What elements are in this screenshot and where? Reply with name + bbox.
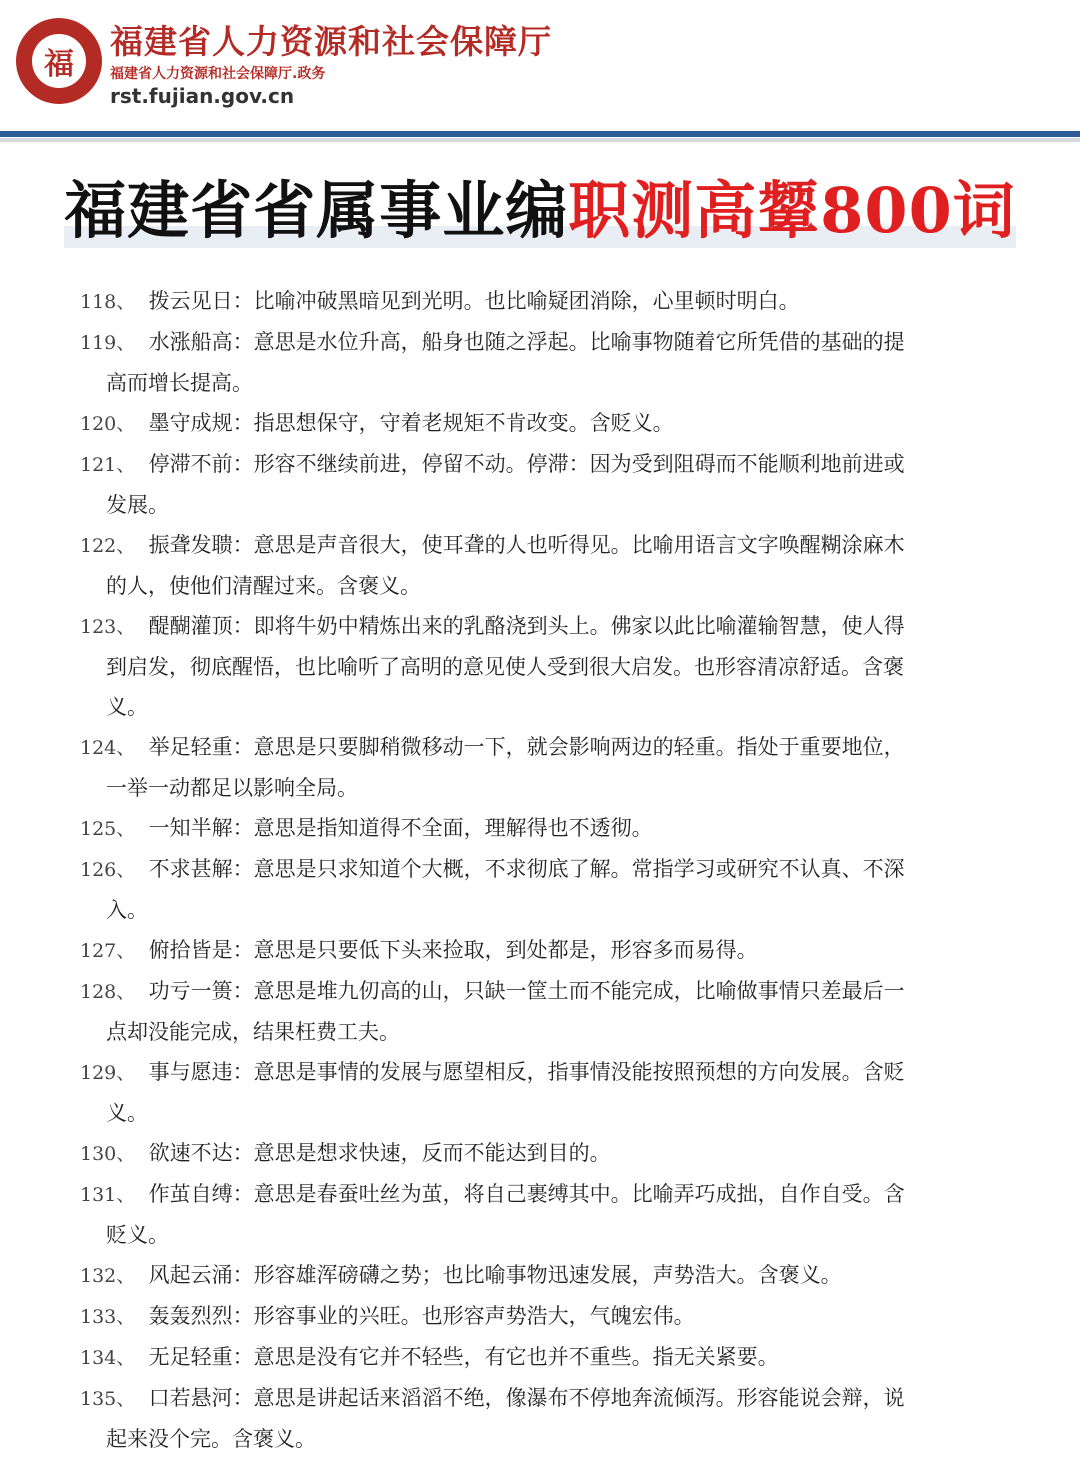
entry-text: 事与愿违：意思是事情的发展与愿望相反，指事情没能按照预想的方向发展。含贬 (148, 1060, 905, 1084)
entry-continuation: 点却没能完成，结果枉费工夫。 (106, 1020, 400, 1044)
entry-first-line (80, 281, 1000, 322)
list-item (80, 930, 1000, 971)
entry-continuation: 义。 (106, 1101, 148, 1125)
entry-text: 墨守成规：指思想保守，守着老规矩不肯改变。含贬义。 (148, 411, 674, 435)
header-divider-blue (0, 131, 1080, 137)
entry-continuation: 入。 (106, 898, 148, 922)
entry-continuation: 发展。 (106, 493, 169, 517)
entry-number: 123、 (80, 616, 136, 638)
entry-first-line (80, 403, 1000, 444)
list-item (80, 444, 1000, 525)
entry-text: 风起云涌：形容雄浑磅礴之势；也比喻事物迅速发展，声势浩大。含褒义。 (148, 1263, 842, 1287)
list-item (80, 1052, 1000, 1133)
page-title-red: 职测高颦800词 (568, 173, 1016, 247)
entry-text: 不求甚解：意思是只求知道个大概，不求彻底了解。常指学习或研究不认真、不深 (148, 857, 905, 881)
entry-first-line (80, 1296, 1000, 1337)
entry-continuation: 的人，使他们清醒过来。含褒义。 (106, 574, 421, 598)
org-subtitle: 福建省人力资源和社会保障厅.政务 (110, 66, 326, 82)
emblem-glyph: 福 (44, 47, 74, 82)
list-item (80, 403, 1000, 444)
page-title-black: 福建省省属事业编 (64, 173, 569, 247)
list-item (80, 525, 1000, 606)
entry-first-line (80, 322, 1000, 363)
list-item (80, 322, 1000, 403)
entry-continuation: 高而增长提高。 (106, 371, 253, 395)
list-item (80, 1255, 1000, 1296)
page-title (64, 161, 1015, 250)
entry-number: 127、 (80, 940, 136, 962)
org-name: 福建省人力资源和社会保障厅 (110, 22, 552, 61)
entry-first-line (80, 971, 1000, 1012)
entry-text: 停滞不前：形容不继续前进，停留不动。停滞：因为受到阻碍而不能顺利地前进或 (148, 452, 905, 476)
entry-first-line (80, 1174, 1000, 1215)
entry-text: 无足轻重：意思是没有它并不轻些，有它也并不重些。指无关紧要。 (148, 1345, 779, 1369)
entry-text: 振聋发聩：意思是声音很大，使耳聋的人也听得见。比喻用语言文字唤醒糊涂麻木 (148, 533, 905, 557)
entry-first-line (80, 1133, 1000, 1174)
list-item (80, 1378, 1000, 1459)
entry-number: 134、 (80, 1347, 136, 1369)
title-banner (0, 150, 1080, 260)
entry-first-line (80, 1052, 1000, 1093)
entry-number: 130、 (80, 1143, 136, 1165)
list-item (80, 281, 1000, 322)
entry-first-line (80, 1337, 1000, 1378)
entry-first-line (80, 444, 1000, 485)
entry-number: 120、 (80, 413, 136, 435)
entry-number: 126、 (80, 859, 136, 881)
entry-number: 118、 (80, 291, 136, 313)
entry-text: 醍醐灌顶：即将牛奶中精炼出来的乳酪浇到头上。佛家以此比喻灌输智慧，使人得 (148, 614, 905, 638)
entry-number: 129、 (80, 1062, 136, 1084)
entry-text: 功亏一篑：意思是堆九仞高的山，只缺一筐土而不能完成，比喻做事情只差最后一 (148, 979, 905, 1003)
entry-number: 128、 (80, 981, 136, 1003)
header (0, 0, 1080, 130)
list-item (80, 849, 1000, 930)
entry-number: 132、 (80, 1265, 136, 1287)
emblem-inner (32, 34, 86, 88)
entry-text: 举足轻重：意思是只要脚稍微移动一下，就会影响两边的轻重。指处于重要地位， (148, 735, 905, 759)
entry-first-line (80, 606, 1000, 647)
entry-text: 水涨船高：意思是水位升高，船身也随之浮起。比喻事物随着它所凭借的基础的提 (148, 330, 905, 354)
emblem-logo-icon (16, 18, 102, 104)
entry-continuation: 到启发，彻底醒悟，也比喻听了高明的意见使人受到很大启发。也形容清凉舒适。含褒 (106, 655, 904, 679)
entry-number: 124、 (80, 737, 136, 759)
list-item (80, 808, 1000, 849)
entry-text: 口若悬河：意思是讲起话来滔滔不绝，像瀑布不停地奔流倾泻。形容能说会辩，说 (148, 1386, 905, 1410)
list-item (80, 1296, 1000, 1337)
entry-first-line (80, 727, 1000, 768)
entry-text: 拨云见日：比喻冲破黑暗见到光明。也比喻疑团消除，心里顿时明白。 (148, 289, 800, 313)
entry-continuation: 贬义。 (106, 1223, 169, 1247)
entry-text: 作茧自缚：意思是春蚕吐丝为茧，将自己裹缚其中。比喻弄巧成拙，自作自受。含 (148, 1182, 905, 1206)
entry-text: 一知半解：意思是指知道得不全面，理解得也不透彻。 (148, 816, 653, 840)
entry-first-line (80, 1378, 1000, 1419)
entry-continuation: 起来没个完。含褒义。 (106, 1427, 316, 1451)
entry-first-line (80, 1255, 1000, 1296)
entry-number: 133、 (80, 1306, 136, 1328)
list-item (80, 971, 1000, 1052)
entry-number: 122、 (80, 535, 136, 557)
entry-text: 欲速不达：意思是想求快速，反而不能达到目的。 (148, 1141, 611, 1165)
entry-number: 119、 (80, 332, 136, 354)
entry-number: 121、 (80, 454, 136, 476)
org-url[interactable]: rst.fujian.gov.cn (110, 84, 295, 108)
entry-text: 轰轰烈烈：形容事业的兴旺。也形容声势浩大，气魄宏伟。 (148, 1304, 695, 1328)
list-item (80, 727, 1000, 808)
header-divider-gray (0, 138, 1080, 142)
entry-first-line (80, 849, 1000, 890)
list-item (80, 1174, 1000, 1255)
entry-list (80, 281, 1000, 1459)
entry-first-line (80, 808, 1000, 849)
entry-first-line (80, 930, 1000, 971)
list-item (80, 1337, 1000, 1378)
entry-continuation: 一举一动都足以影响全局。 (106, 776, 358, 800)
list-item (80, 606, 1000, 727)
entry-number: 135、 (80, 1388, 136, 1410)
entry-first-line (80, 525, 1000, 566)
entry-text: 俯拾皆是：意思是只要低下头来捡取，到处都是，形容多而易得。 (148, 938, 758, 962)
list-item (80, 1133, 1000, 1174)
entry-continuation: 义。 (106, 695, 148, 719)
entry-number: 131、 (80, 1184, 136, 1206)
entry-number: 125、 (80, 818, 136, 840)
